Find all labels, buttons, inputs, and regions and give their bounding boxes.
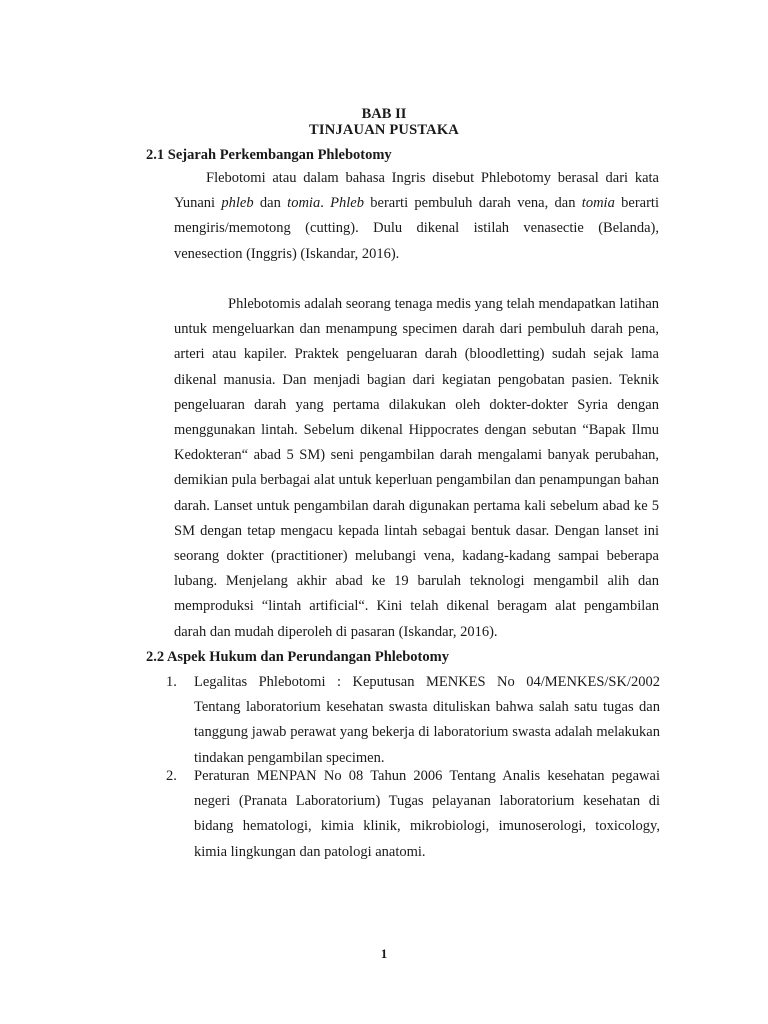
- list-item: [166, 670, 660, 771]
- paragraph-text: dan: [253, 195, 288, 212]
- chapter-title: TINJAUAN PUSTAKA: [309, 122, 459, 138]
- list-item: [166, 764, 660, 865]
- list-item-text: Peraturan MENPAN No 08 Tahun 2006 Tentang Analis kesehatan pegawai negeri (Pranata Laboratorium) Tugas pelayanan laboratorium kesehatan di bidang hematologi, kimia klinik, mikrobiologi, imunoserologi, toxicology, kimia lingkungan dan patologi anatomi.: [194, 768, 660, 860]
- paragraph-text: .: [320, 195, 331, 212]
- italic-term: tomia: [581, 195, 615, 212]
- list-number: 1.: [166, 674, 177, 690]
- section-title-sejarah: 2.1 Sejarah Perkembangan Phlebotomy: [146, 147, 392, 163]
- paragraph-flebotomi-definition: [174, 166, 659, 267]
- section-title-aspek-hukum: 2.2 Aspek Hukum dan Perundangan Phlebotomy: [146, 649, 449, 665]
- chapter-number: BAB II: [361, 106, 407, 122]
- list-number: 2.: [166, 768, 177, 784]
- italic-term: Phleb: [330, 195, 364, 212]
- page-number: 1: [380, 946, 388, 961]
- paragraph-phlebotomis-history: Phlebotomis adalah seorang tenaga medis yang telah mendapatkan latihan untuk mengeluarkan dan menampung specimen darah dari pembuluh darah pena, arteri atau kapiler. Praktek pengeluaran darah (bloodletting) sudah sejak lama dikenal manusia. Dan menjadi bagian dari kegiatan pengobatan pasien. Teknik pengeluaran darah yang pertama dilakukan oleh dokter-dokter Syria dengan menggunakan lintah. Sebelum dikenal Hippocrates dengan sebutan “Bapak Ilmu Kedokteran“ abad 5 SM) seni pengambilan darah mengalami banyak perubahan, demikian pula berbagai alat untuk keperluan pengambilan dan penampungan bahan darah. Lanset untuk pengambilan darah digunakan pertama kali sebelum abad ke 5 SM dengan tetap mengacu kepada lintah sebagai bentuk dasar. Dengan lanset ini seorang dokter (practitioner) melubangi vena, kadang-kadang sampai beberapa lubang. Menjelang akhir abad ke 19 barulah teknologi mengambil alih dan memproduksi “lintah artificial“. Kini telah dikenal beragam alat pengambilan darah dan mudah diperoleh di pasaran (Iskandar, 2016).: [174, 296, 659, 640]
- italic-term: phleb: [221, 195, 254, 212]
- italic-term: tomia: [287, 195, 321, 212]
- list-item-text: Legalitas Phlebotomi : Keputusan MENKES No 04/MENKES/SK/2002 Tentang laboratorium kesehatan swasta dituliskan bahwa salah satu tugas dan tanggung jawab perawat yang bekerja di laboratorium swasta adalah melakukan tindakan pengambilan specimen.: [194, 674, 660, 766]
- paragraph-text: Flebotomi atau dalam bahasa Ingris disebut Phlebotomy berasal dari kata Yunani: [174, 170, 659, 212]
- paragraph-text: berarti pembuluh darah vena, dan: [363, 195, 582, 212]
- paragraph-text: berarti mengiris/memotong (cutting). Dulu dikenal istilah venasectie (Belanda), venesection (Inggris) (Iskandar, 2016).: [174, 195, 659, 262]
